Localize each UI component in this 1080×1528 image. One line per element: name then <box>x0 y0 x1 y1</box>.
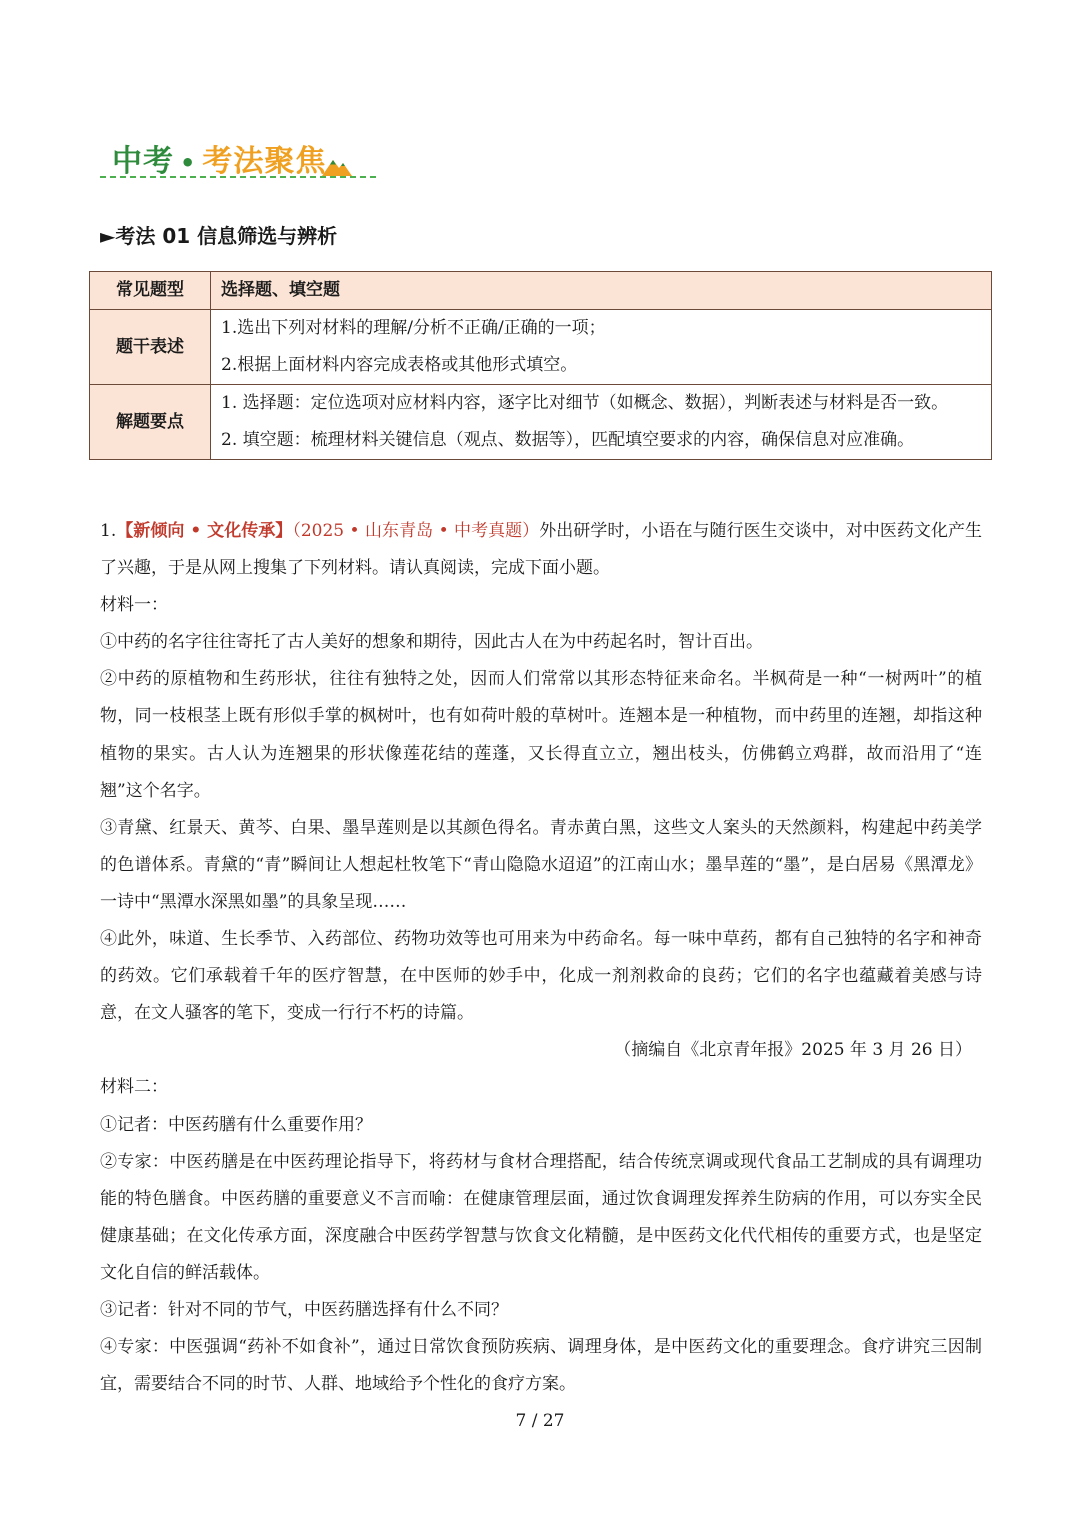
row-line: 选择题、填空题 <box>221 280 340 300</box>
method-table <box>89 271 992 460</box>
material1-para: ①中药的名字往往寄托了古人美好的想象和期待，因此古人在为中药起名时，智计百出。 <box>100 632 763 653</box>
row-value <box>211 272 992 310</box>
material2-para: ④专家：中医强调“药补不如食补”，通过日常饮食预防疾病、调理身体，是中医药文化的重要理念。食疗讲究三因制宜，需要结合不同的时节、人群、地域给予个性化的食疗方案。 <box>100 1337 982 1395</box>
row-line: 2. 填空题：梳理材料关键信息（观点、数据等），匹配填空要求的内容，确保信息对应准确。 <box>221 430 915 450</box>
banner-title-part1: 中考 <box>112 144 174 179</box>
material1-para: ②中药的原植物和生药形状，往往有独特之处，因而人们常常以其形态特征来命名。半枫荷是一种“一树两叶”的植物，同一枝根茎上既有形似手掌的枫树叶，也有如荷叶般的草树叶。连翘本是一种植物，而中药里的连翘，却指这种植物的果实。古人认为连翘果的形状像莲花结的莲蓬，又长得直立立，翘出枝头，仿佛鹤立鸡群，故而沿用了“连翘”这个名字。 <box>100 669 982 801</box>
material2-para: ③记者：针对不同的节气，中医药膳选择有什么不同？ <box>100 1299 508 1320</box>
row-value <box>211 385 992 460</box>
table-row <box>90 310 992 385</box>
material1-citation: （摘编自《北京青年报》2025 年 3 月 26 日） <box>614 1040 972 1061</box>
question-intro <box>100 513 982 587</box>
question-source: （2025 • 山东青岛 • 中考真题） <box>292 521 540 541</box>
question-content <box>100 513 982 1403</box>
question-intro-text: 外出研学时，小语在与随行医生交谈中，对中医药文化产生了兴趣，于是从网上搜集了下列材料。请认真阅读，完成下面小题。 <box>100 521 983 579</box>
row-label: 题干表述 <box>90 310 211 385</box>
table-row <box>90 385 992 460</box>
row-value <box>211 310 992 385</box>
material1-title: 材料一： <box>100 595 168 616</box>
page-number: 7 / 27 <box>515 1411 565 1431</box>
question-number: 1. <box>100 521 117 541</box>
banner-dot: • <box>180 149 197 177</box>
banner-dashed-rule <box>100 176 376 178</box>
row-label: 常见题型 <box>90 272 211 310</box>
row-line: 1.选出下列对材料的理解/分析不正确/正确的一项； <box>221 318 606 338</box>
row-line: 1. 选择题：定位选项对应材料内容，逐字比对细节（如概念、数据），判断表述与材料是否一致。 <box>221 393 949 413</box>
material2-para: ②专家：中医药膳是在中医药理论指导下，将药材与食材合理搭配，结合传统烹调或现代食品工艺制成的具有调理功能的特色膳食。中医药膳的重要意义不言而喻：在健康管理层面，通过饮食调理发挥养生防病的作用，可以夯实全民健康基础；在文化传承方面，深度融合中医药学智慧与饮食文化精髓，是中医药文化代代相传的重要方式，也是坚定文化自信的鲜活载体。 <box>100 1151 982 1283</box>
row-label: 解题要点 <box>90 385 211 460</box>
table-row <box>90 272 992 310</box>
material2-para: ①记者：中医药膳有什么重要作用？ <box>100 1114 372 1135</box>
banner-title-part2: 考法聚焦 <box>202 144 327 179</box>
row-line: 2.根据上面材料内容完成表格或其他形式填空。 <box>221 355 578 375</box>
section-banner <box>100 132 376 184</box>
material2-title: 材料二： <box>100 1077 168 1098</box>
banner-title <box>112 136 326 180</box>
material1-para: ④此外，味道、生长季节、入药部位、药物功效等也可用来为中药命名。每一味中草药，都有自己独特的名字和神奇的药效。它们承载着千年的医疗智慧，在中医师的妙手中，化成一剂剂救命的良药；它们的名字也蕴藏着美感与诗意，在文人骚客的笔下，变成一行行不朽的诗篇。 <box>100 929 982 1024</box>
section-title: ►考法 01 信息筛选与辨析 <box>100 224 338 248</box>
question-tag: 【新倾向 • 文化传承】 <box>116 521 293 541</box>
mountain-icon <box>322 154 352 176</box>
material1-para: ③青黛、红景天、黄芩、白果、墨旱莲则是以其颜色得名。青赤黄白黑，这些文人案头的天然颜料，构建起中药美学的色谱体系。青黛的“青”瞬间让人想起杜牧笔下“青山隐隐水迢迢”的江南山水；墨旱莲的“墨”，是白居易《黑潭龙》一诗中“黑潭水深黑如墨”的具象呈现…… <box>100 817 982 912</box>
